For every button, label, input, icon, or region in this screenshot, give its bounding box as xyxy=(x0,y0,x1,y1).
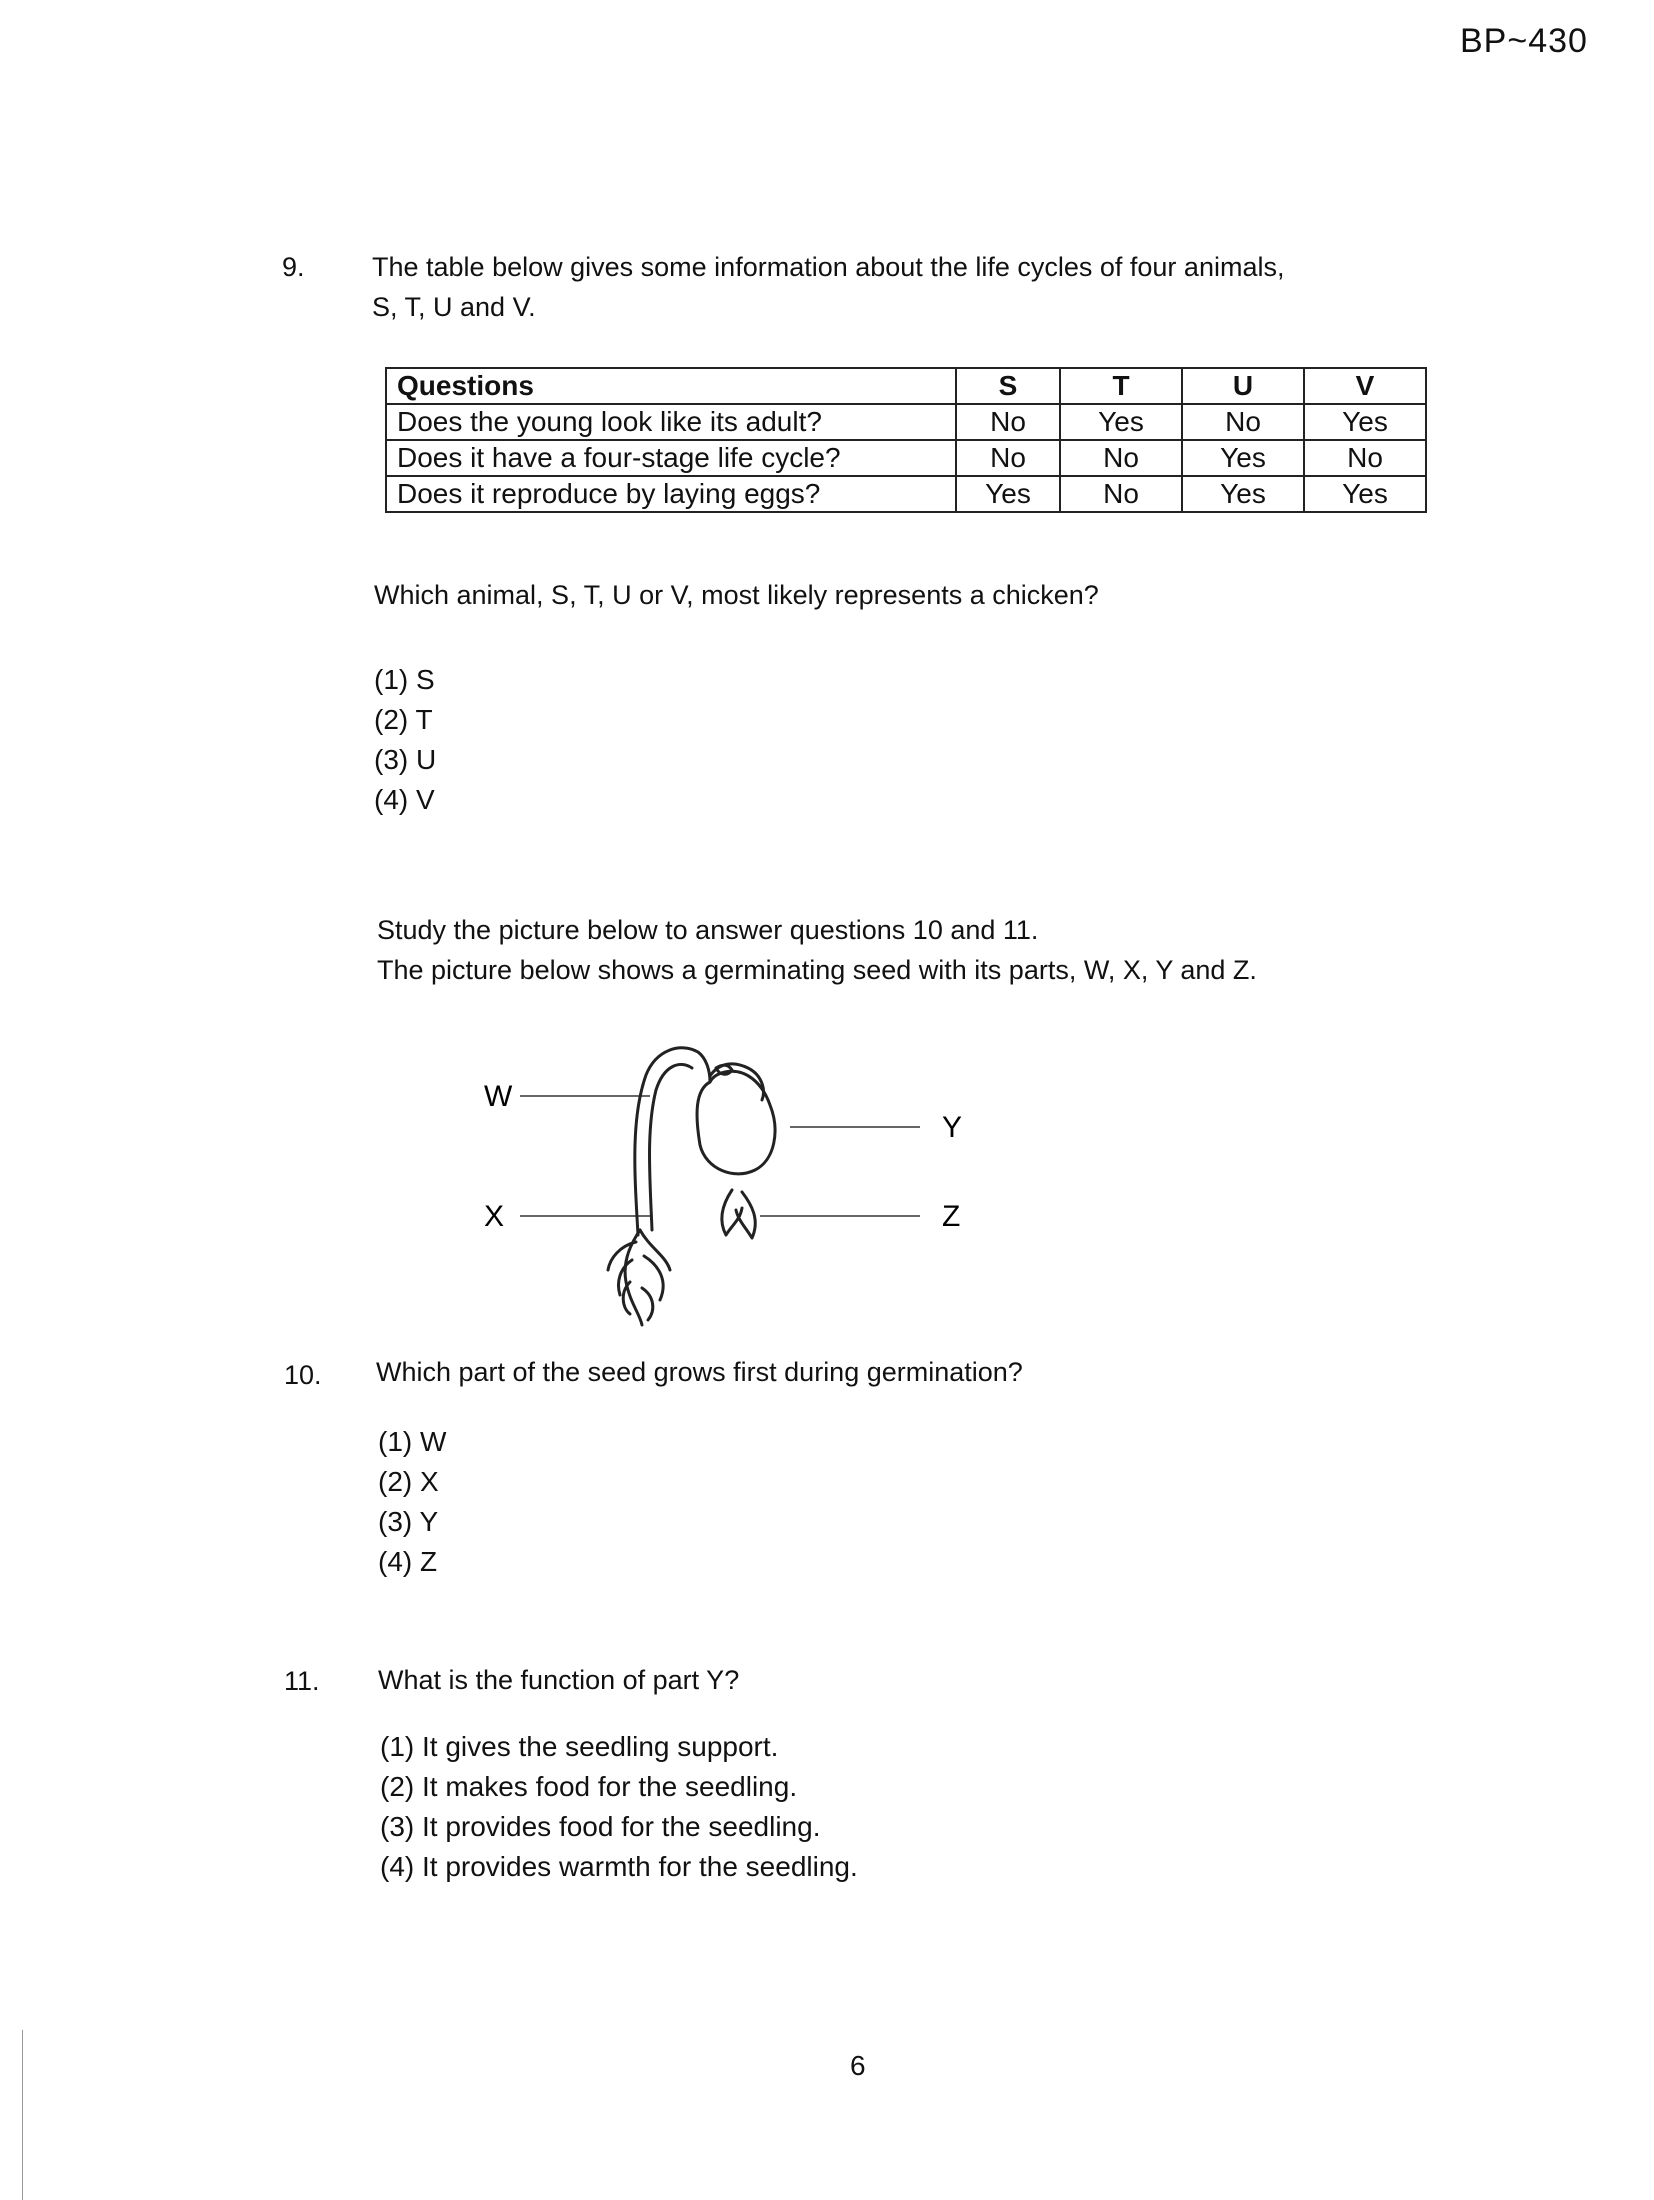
secondary-root-right xyxy=(736,1192,755,1238)
secondary-root-left xyxy=(722,1190,742,1235)
cell-s: No xyxy=(956,440,1060,476)
question-9-options xyxy=(374,660,436,820)
question-9-number: 9. xyxy=(282,252,305,282)
question-10-text: Which part of the seed grows first during germination? xyxy=(376,1357,1023,1387)
question-11-number: 11. xyxy=(284,1666,320,1696)
option-2[interactable]: (2) X xyxy=(378,1466,439,1497)
cell-v: No xyxy=(1304,440,1426,476)
paper-code: BP~430 xyxy=(1460,22,1588,60)
header-v: V xyxy=(1304,368,1426,404)
row-question: Does it reproduce by laying eggs? xyxy=(386,476,956,512)
table-row xyxy=(386,476,1426,512)
header-t: T xyxy=(1060,368,1182,404)
option-1[interactable]: (1) It gives the seedling support. xyxy=(380,1731,779,1762)
label-z: Z xyxy=(942,1200,961,1233)
cell-u: No xyxy=(1182,404,1304,440)
header-questions: Questions xyxy=(386,368,956,404)
row-question: Does it have a four-stage life cycle? xyxy=(386,440,956,476)
cell-v: Yes xyxy=(1304,476,1426,512)
option-1[interactable]: (1) S xyxy=(374,664,435,695)
scan-margin-line xyxy=(22,2030,23,2200)
cell-s: No xyxy=(956,404,1060,440)
germinating-seed-diagram xyxy=(470,1020,990,1330)
header-s: S xyxy=(956,368,1060,404)
table-row xyxy=(386,440,1426,476)
picture-intro-line-1: Study the picture below to answer questions 10 and 11. xyxy=(377,915,1039,945)
question-9-intro xyxy=(372,247,1492,327)
cell-v: Yes xyxy=(1304,404,1426,440)
question-9-intro-line-1: The table below gives some information about the life cycles of four animals, xyxy=(372,252,1285,282)
option-4[interactable]: (4) Z xyxy=(378,1546,438,1577)
question-11-text: What is the function of part Y? xyxy=(378,1665,740,1695)
seedling-drawing xyxy=(608,1048,775,1325)
question-9-intro-line-2: S, T, U and V. xyxy=(372,292,536,322)
option-2[interactable]: (2) T xyxy=(374,704,433,735)
picture-intro-line-2: The picture below shows a germinating seed with its parts, W, X, Y and Z. xyxy=(377,955,1257,985)
table-header-row xyxy=(386,368,1426,404)
cell-s: Yes xyxy=(956,476,1060,512)
option-4[interactable]: (4) V xyxy=(374,784,435,815)
option-1[interactable]: (1) W xyxy=(378,1426,447,1457)
seed-scar xyxy=(716,1065,732,1074)
option-3[interactable]: (3) Y xyxy=(378,1506,439,1537)
label-w: W xyxy=(484,1080,513,1113)
option-3[interactable]: (3) It provides food for the seedling. xyxy=(380,1811,821,1842)
label-x: X xyxy=(484,1200,505,1233)
label-y: Y xyxy=(942,1111,963,1144)
row-question: Does the young look like its adult? xyxy=(386,404,956,440)
seedling-stem-inner xyxy=(650,1064,693,1230)
question-10-options xyxy=(378,1422,446,1582)
question-9-text: Which animal, S, T, U or V, most likely represents a chicken? xyxy=(374,580,1099,610)
cell-t: Yes xyxy=(1060,404,1182,440)
life-cycle-table xyxy=(385,367,1427,513)
cell-t: No xyxy=(1060,440,1182,476)
header-u: U xyxy=(1182,368,1304,404)
option-2[interactable]: (2) It makes food for the seedling. xyxy=(380,1771,798,1802)
cell-u: Yes xyxy=(1182,476,1304,512)
root-hair xyxy=(642,1288,653,1320)
option-4[interactable]: (4) It provides warmth for the seedling. xyxy=(380,1851,858,1882)
page-number: 6 xyxy=(850,2050,866,2081)
cell-u: Yes xyxy=(1182,440,1304,476)
picture-intro xyxy=(377,910,1497,990)
cell-t: No xyxy=(1060,476,1182,512)
table-row xyxy=(386,404,1426,440)
option-3[interactable]: (3) U xyxy=(374,744,437,775)
question-11-options xyxy=(380,1727,858,1887)
question-10-number: 10. xyxy=(284,1360,322,1390)
root-hair xyxy=(623,1282,630,1314)
